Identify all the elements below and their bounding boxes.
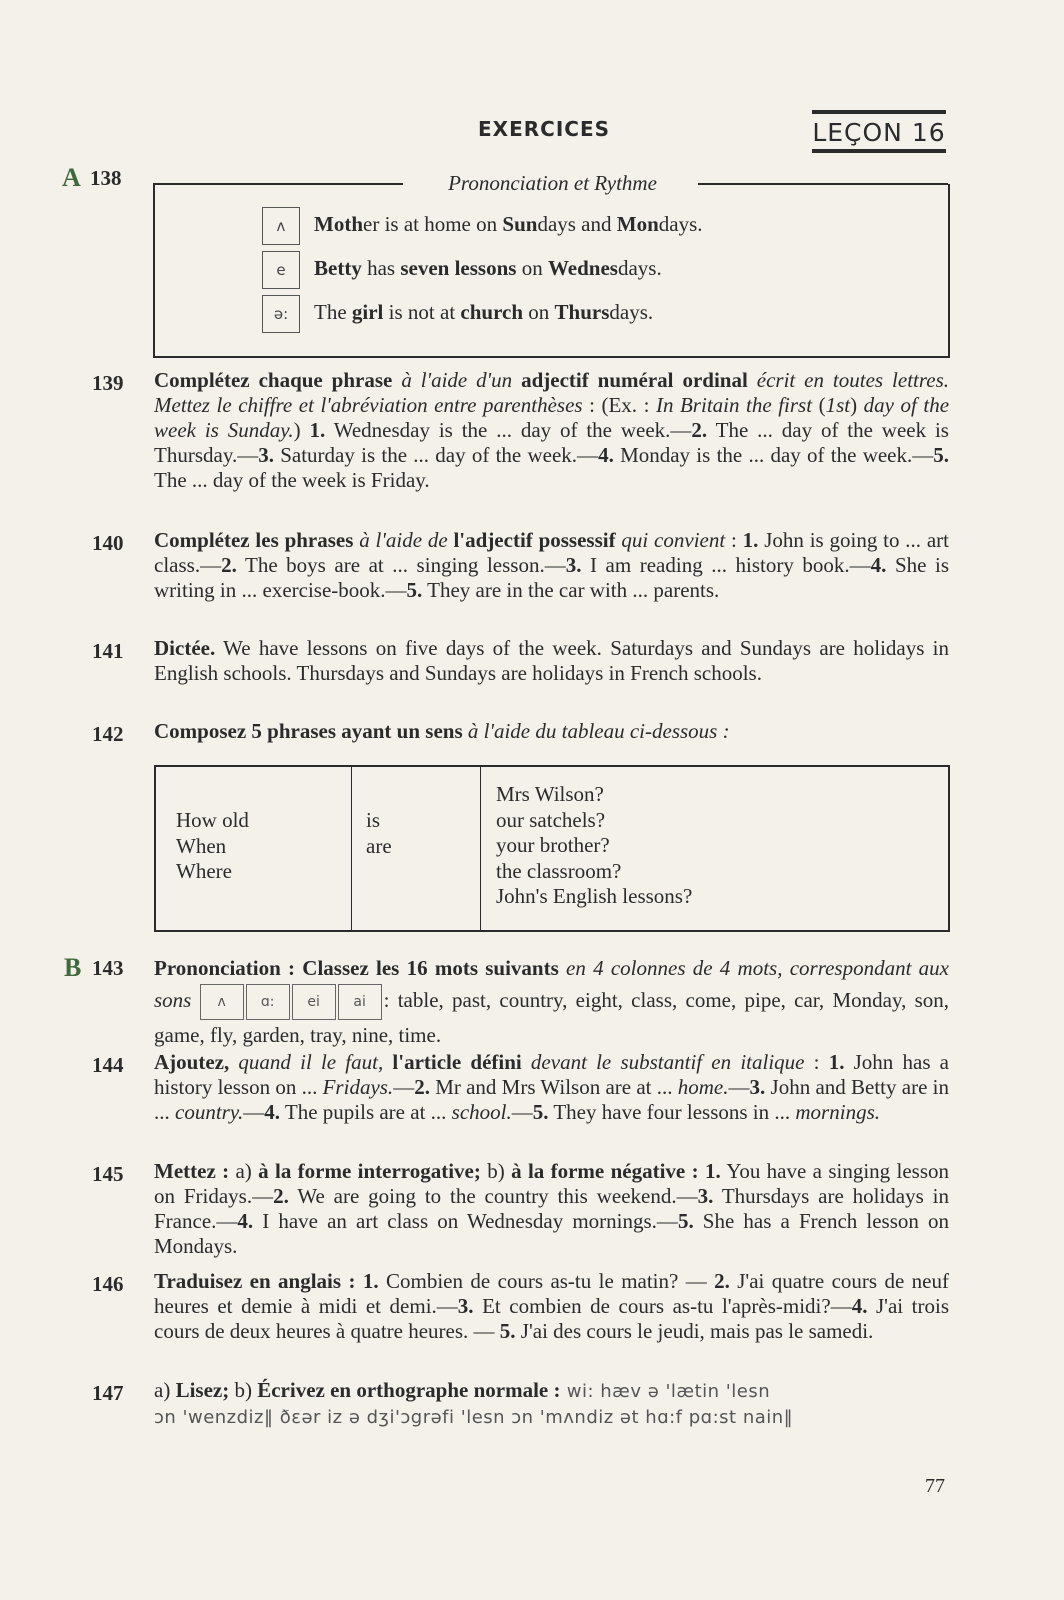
table-column-1: How old When Where [176,808,249,883]
phonetic-transcription: wi: hæv ə 'lætin 'lesn [560,1381,771,1402]
exercise-143-text: Prononciation : Classez les 16 mots suivants en 4 colonnes de 4 mots, correspondant aux sons ʌ ɑ: ei ai : table, past, country, eight, class, come, pipe, car, Monday, son, game, fly, garden, tray, nine, time. [154,956,950,1047]
pronunciation-row: ə: The girl is not at church on Thursdays. [262,295,653,333]
sound-box: ai [338,984,382,1020]
phonetic-transcription: ɔn 'wenzdiz‖ ðɛər iz ə dʒi'ɔgrəfi 'lesn ɔn 'mʌndiz ət hɑ:f pɑ:st nain‖ [154,1407,794,1428]
table-divider [351,767,352,930]
sound-box: ei [292,984,336,1020]
phonetic-symbol: ʌ [262,207,300,245]
exercise-number: 144 [92,1053,124,1077]
page-number: 77 [925,1475,945,1497]
page-header-title: EXERCICES [478,117,611,141]
exercise-number: 146 [92,1272,124,1296]
sound-box: ʌ [200,984,244,1020]
exercise-140-text: Complétez les phrases à l'aide de l'adjectif possessif qui convient : 1. John is going to ... art class.—2. The boys are at ... singing lesson.—3. I am reading ... history book.—4. She is writing in ... exercise-book.—5. They are in the car with ... parents. [154,528,950,602]
exercise-number: 142 [92,722,124,746]
section-a-marker: A [62,163,81,192]
exercise-144-text: Ajoutez, quand il le faut, l'article défini devant le substantif en italique : 1. John has a history lesson on ... Fridays.—2. Mr and Mrs Wilson are at ... home.—3. John and Betty are in ... country.—4. The pupils are at ... school.—5. They have four lessons in ... mornings. [154,1050,949,1124]
exercise-number: 147 [92,1381,124,1405]
exercise-number: 140 [92,531,124,555]
exercise-number: 141 [92,639,124,663]
exercise-141-text: Dictée. We have lessons on five days of the week. Saturdays and Sundays are holidays in English schools. Thursdays and Sundays are holidays in French schools. [154,636,949,685]
exercise-145-text: Mettez : a) à la forme interrogative; b) à la forme négative : 1. You have a singing lesson on Fridays.—2. We are going to the country this weekend.—3. Thursdays are holidays in France.—4. I have an art class on Wednesday mornings.—5. She has a French lesson on Mondays. [154,1159,950,1258]
table-column-2: is are [366,808,392,858]
exercise-142-text: Composez 5 phrases ayant un sens à l'aide du tableau ci-dessous : [154,719,730,743]
box-title: Prononciation et Rythme [448,171,657,195]
exercise-number: 143 [92,956,124,980]
exercise-146-text: Traduisez en anglais : 1. Combien de cours as-tu le matin? — 2. J'ai quatre cours de neuf heures et demie à midi et demi.—3. Et combien de cours as-tu l'après-midi?—4. J'ai trois cours de deux heures à quatre heures. — 5. J'ai des cours le jeudi, mais pas le samedi. [154,1269,949,1343]
table-divider [480,767,481,930]
exercise-number: 139 [92,371,124,395]
exercise-147-text: a) Lisez; b) Écrivez en orthographe normale : wi: hæv ə 'lætin 'lesn ɔn 'wenzdiz‖ ðɛər iz ə dʒi'ɔgrəfi 'lesn ɔn 'mʌndiz ət hɑ:f pɑ:st nain‖ [154,1378,794,1428]
section-b-marker: B [64,953,82,982]
exercise-number: 145 [92,1162,124,1186]
exercise-139-text: Complétez chaque phrase à l'aide d'un adjectif numéral ordinal écrit en toutes lettres. Mettez le chiffre et l'abréviation entre parenthèses : (Ex. : In Britain the first (1st) day of the week is Sunday.) 1. Wednesday is the ... day of the week.—2. The ... day of the week is Thursday.—3. Saturday is the ... day of the week.—4. Monday is the ... day of the week.—5. The ... day of the week is Friday. [154,368,950,492]
phonetic-symbol: e [262,251,300,289]
pronunciation-row: ʌ Mother is at home on Sundays and Mondays. [262,207,703,245]
sound-box: ɑ: [246,984,290,1020]
lesson-label: LEÇON 16 [812,110,946,153]
phonetic-symbol: ə: [262,295,300,333]
pronunciation-row: e Betty has seven lessons on Wednesdays. [262,251,662,289]
exercise-number: 138 [90,166,122,190]
substitution-table [154,765,950,932]
table-column-3: Mrs Wilson? our satchels? your brother? the classroom? John's English lessons? [496,782,693,908]
